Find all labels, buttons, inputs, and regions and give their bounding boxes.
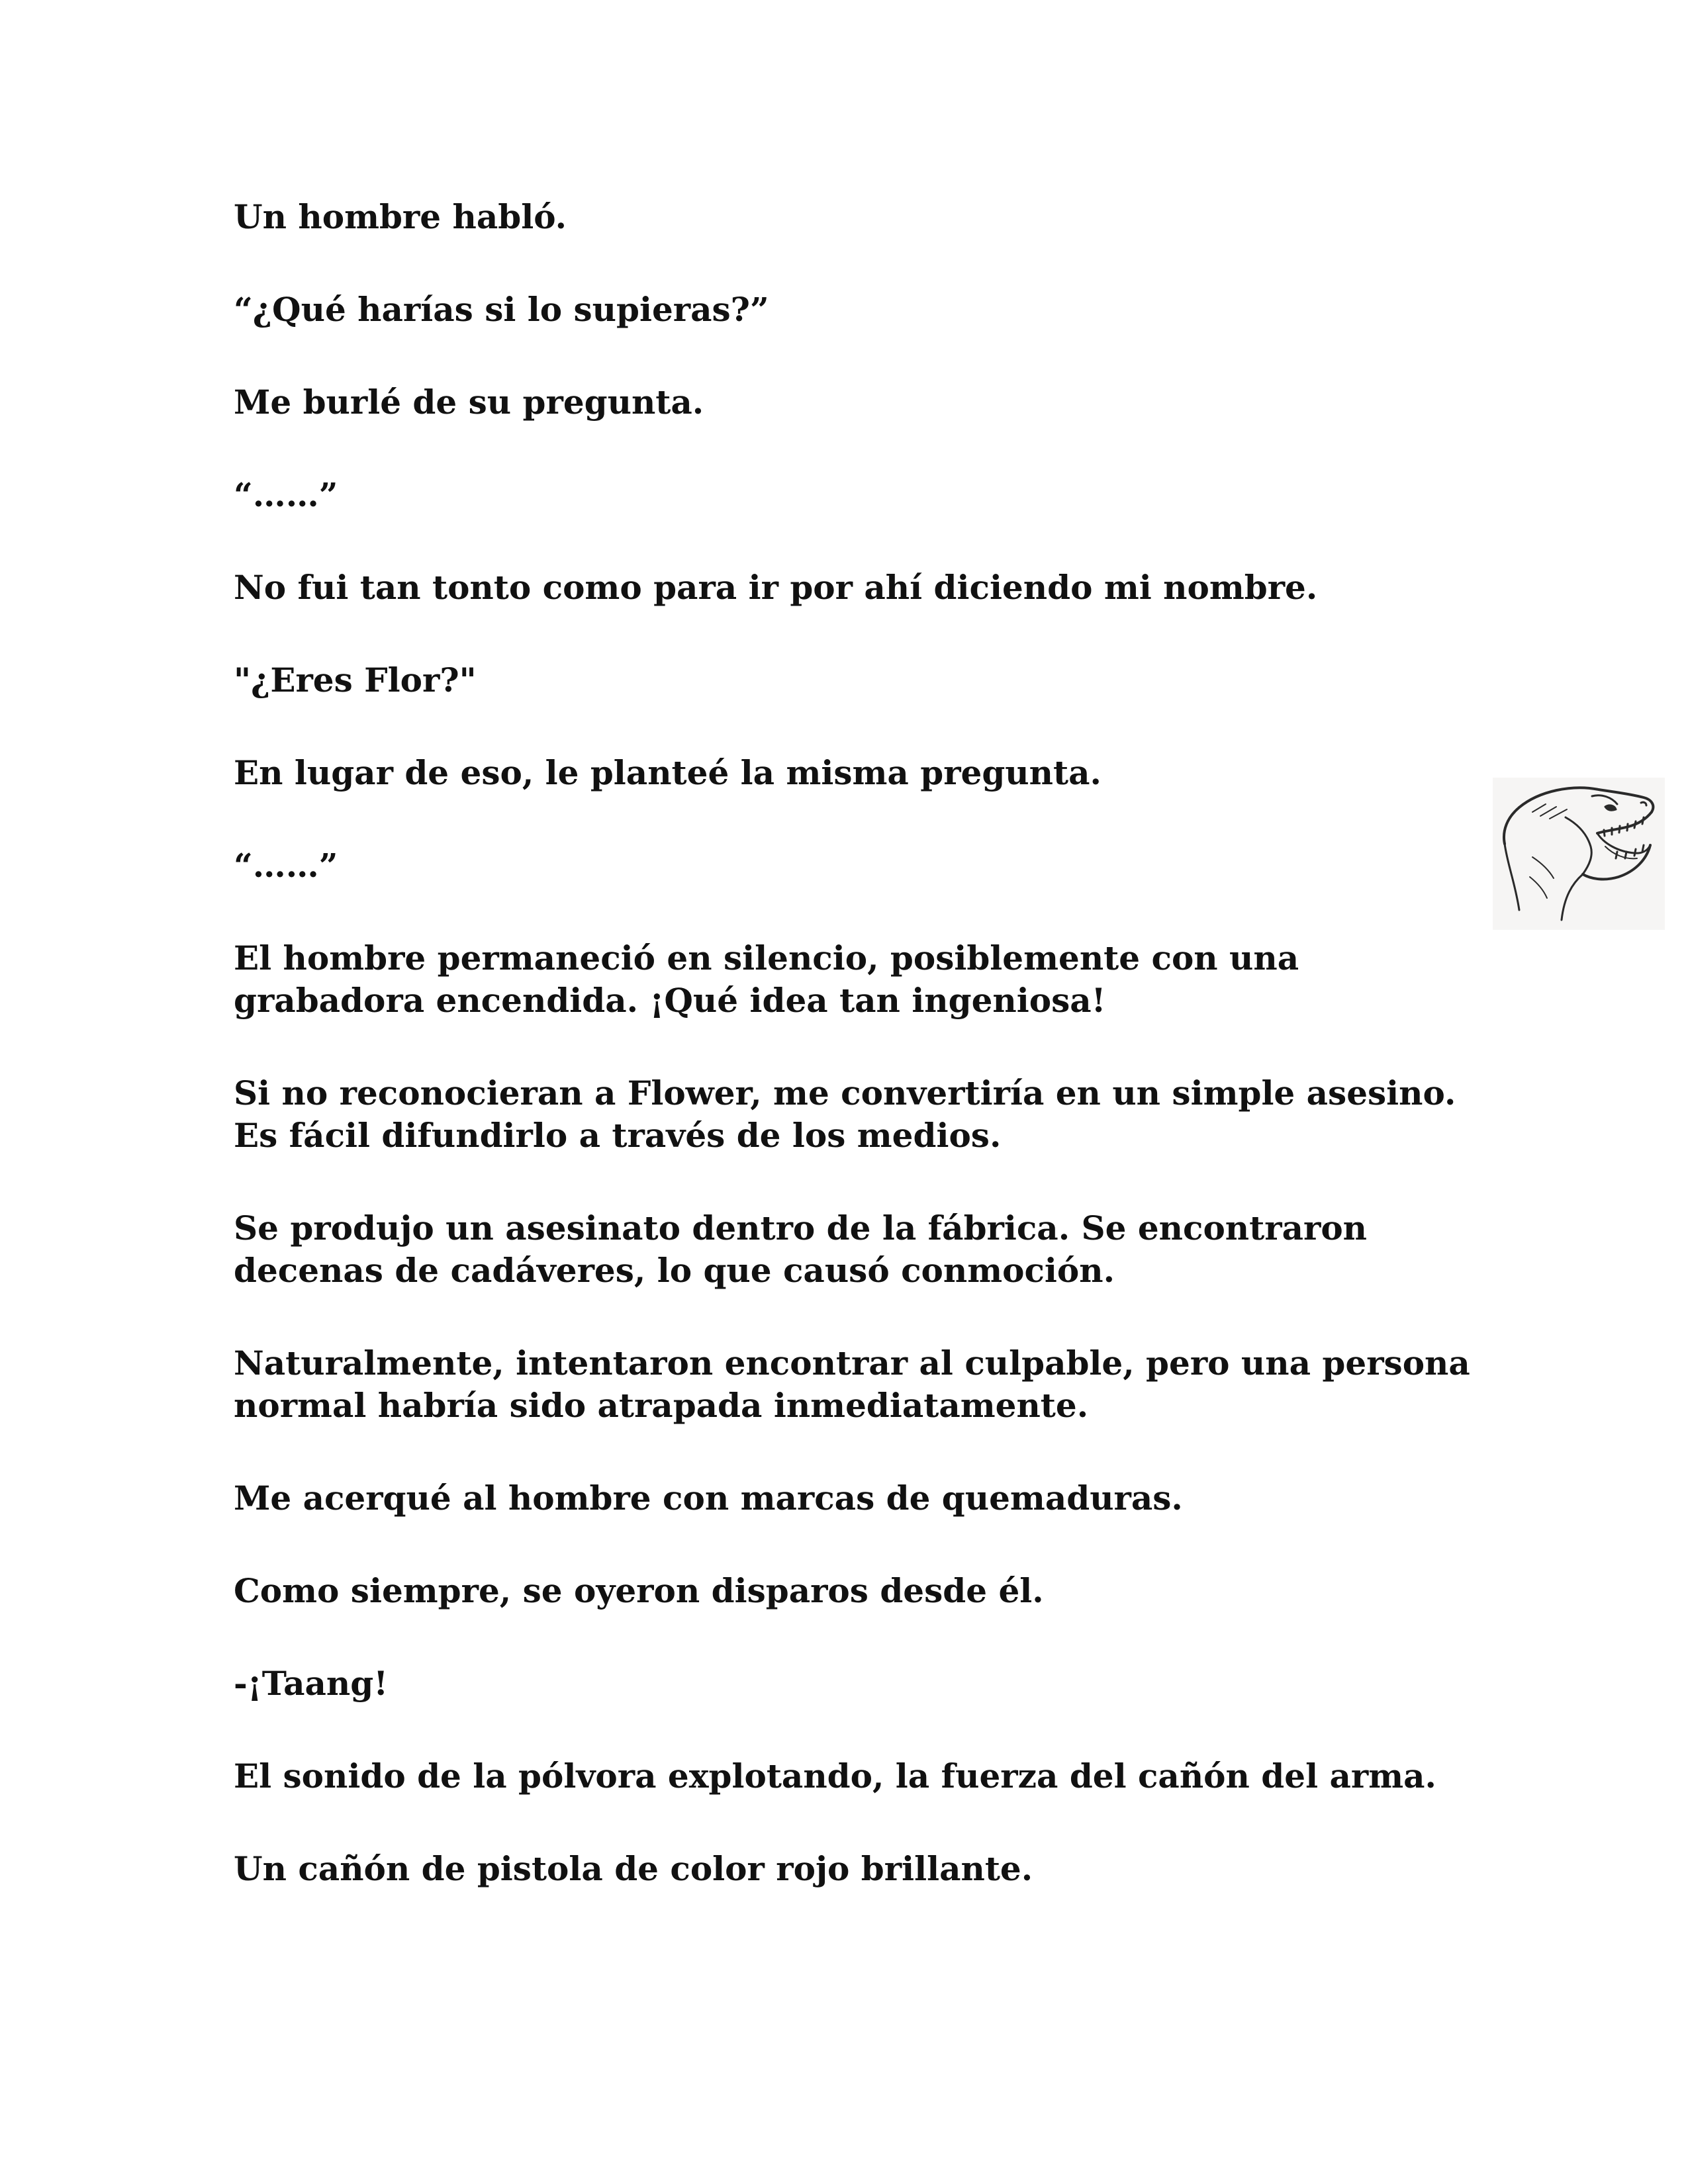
paragraph-7: En lugar de eso, le planteé la misma pregunta. — [234, 753, 1102, 792]
paragraph-14: Como siempre, se oyeron disparos desde él. — [234, 1571, 1044, 1610]
paragraph-6: "¿Eres Flor?" — [234, 660, 477, 700]
paragraph-2: “¿Qué harías si lo supieras?” — [234, 290, 769, 329]
paragraph-15: -¡Taang! — [234, 1664, 389, 1703]
paragraph-1: Un hombre habló. — [234, 197, 567, 236]
paragraph-13: Me acerqué al hombre con marcas de quemaduras. — [234, 1479, 1183, 1518]
paragraph-9: El hombre permaneció en silencio, posiblemente con una grabadora encendida. ¡Qué idea tan ingeniosa! — [234, 938, 1299, 1020]
paragraph-3: Me burlé de su pregunta. — [234, 383, 704, 422]
paragraph-16: El sonido de la pólvora explotando, la fuerza del cañón del arma. — [234, 1756, 1436, 1796]
dinosaur-head-sketch-icon — [1493, 778, 1665, 930]
paragraph-8: “……” — [234, 846, 338, 885]
paragraph-17: Un cañón de pistola de color rojo brillante. — [234, 1849, 1033, 1888]
paragraph-12: Naturalmente, intentaron encontrar al culpable, pero una persona normal habría sido atrapada inmediatamente. — [234, 1343, 1470, 1425]
body-text — [234, 196, 1491, 1940]
paragraph-5: No fui tan tonto como para ir por ahí diciendo mi nombre. — [234, 568, 1318, 607]
paragraph-4: “……” — [234, 475, 338, 514]
paragraph-10: Si no reconocieran a Flower, me convertiría en un simple asesino. Es fácil difundirlo a través de los medios. — [234, 1073, 1456, 1155]
paragraph-11: Se produjo un asesinato dentro de la fábrica. Se encontraron decenas de cadáveres, lo que causó conmoción. — [234, 1208, 1368, 1290]
